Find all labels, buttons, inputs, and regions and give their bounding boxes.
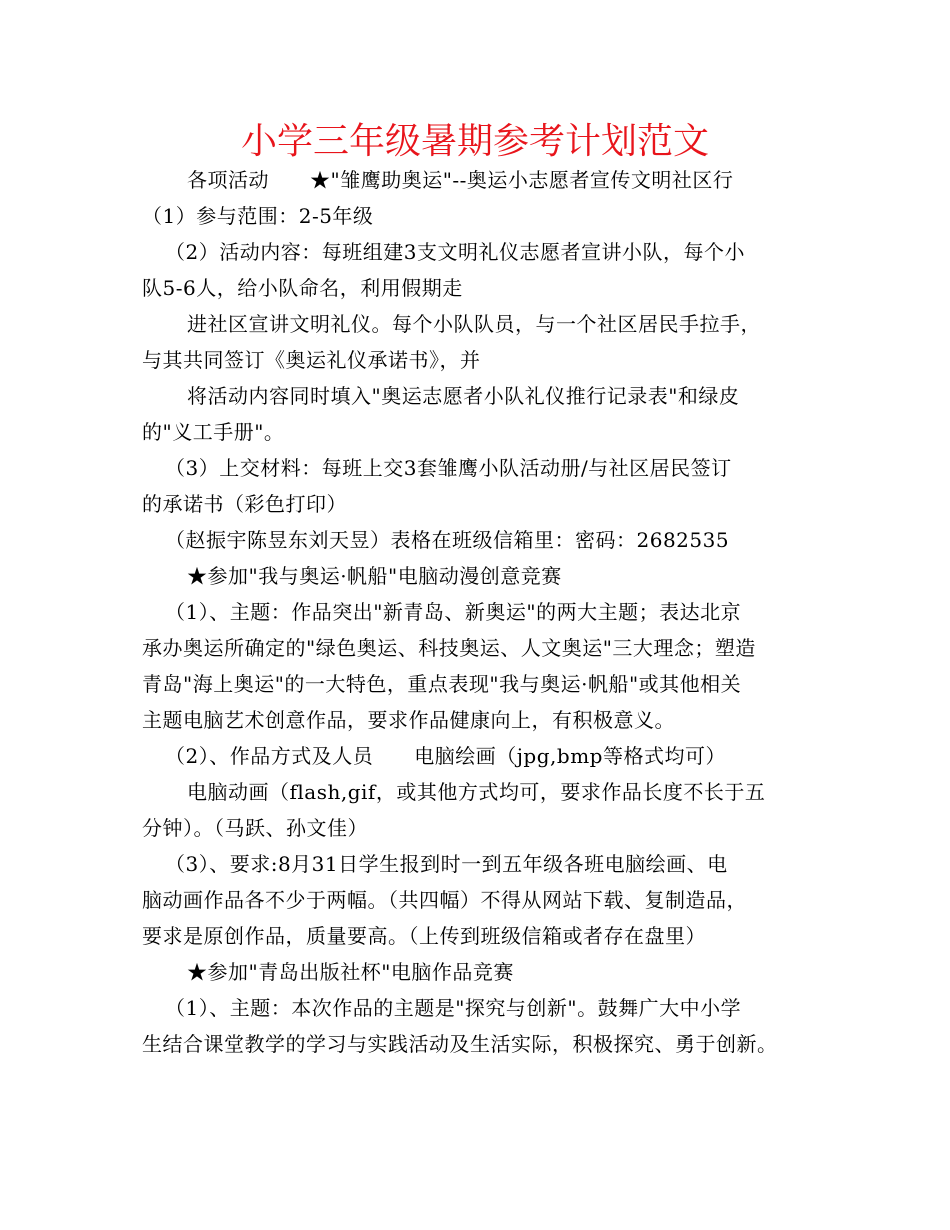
text-line-05: 进社区宣讲文明礼仪。每个小队队员，与一个社区居民手拉手， xyxy=(187,312,761,336)
text-line-18: 电脑动画（flash,gif，或其他方式均可，要求作品长度不长于五 xyxy=(187,780,766,804)
text-line-14: 承办奥运所确定的"绿色奥运、科技奥运、人文奥运"三大理念；塑造 xyxy=(142,636,756,660)
text-line-08: 的"义工手册"。 xyxy=(142,420,285,444)
text-line-19: 分钟）。（马跃、孙文佳） xyxy=(142,816,368,840)
text-line-06: 与其共同签订《奥运礼仪承诺书》，并 xyxy=(142,348,481,372)
document-title: 小学三年级暑期参考计划范文 xyxy=(240,121,709,162)
text-line-22: 要求是原创作品，质量要高。（上传到班级信箱或者存在盘里） xyxy=(142,924,706,948)
text-line-03: （2）活动内容：每班组建3支文明礼仪志愿者宣讲小队，每个小 xyxy=(165,240,745,264)
text-line-23: ★参加"青岛出版社杯"电脑作品竞赛 xyxy=(187,960,514,984)
text-line-02: （1）参与范围：2-5年级 xyxy=(142,204,374,228)
text-line-07: 将活动内容同时填入"奥运志愿者小队礼仪推行记录表"和绿皮 xyxy=(187,384,740,408)
text-line-25: 生结合课堂教学的学习与实践活动及生活实际，积极探究、勇于创新。 xyxy=(142,1032,778,1056)
text-line-16: 主题电脑艺术创意作品，要求作品健康向上，有积极意义。 xyxy=(142,708,675,732)
text-line-04: 队5-6人，给小队命名，利用假期走 xyxy=(142,276,463,300)
text-line-11: （赵振宇陈昱东刘天昱）表格在班级信箱里：密码：2682535 xyxy=(165,528,730,552)
text-line-13: （1）、主题：作品突出"新青岛、新奥运"的两大主题；表达北京 xyxy=(165,600,742,624)
text-line-10: 的承诺书（彩色打印） xyxy=(142,492,347,516)
text-line-24: （1）、主题：本次作品的主题是"探究与创新"。鼓舞广大中小学 xyxy=(165,996,742,1020)
text-line-15: 青岛"海上奥运"的一大特色，重点表现"我与奥运·帆船"或其他相关 xyxy=(142,672,742,696)
text-line-09: （3）上交材料：每班上交3套雏鹰小队活动册/与社区居民签订 xyxy=(165,456,732,480)
text-line-20: （3）、要求:8月31日学生报到时一到五年级各班电脑绘画、电 xyxy=(165,852,728,876)
text-line-21: 脑动画作品各不少于两幅。（共四幅）不得从网站下载、复制造品， xyxy=(142,888,747,912)
text-line-01: 各项活动 ★"雏鹰助奥运"--奥运小志愿者宣传文明社区行 xyxy=(187,168,734,192)
text-line-12: ★参加"我与奥运·帆船"电脑动漫创意竞赛 xyxy=(187,564,562,588)
text-line-17: （2）、作品方式及人员 电脑绘画（jpg,bmp等格式均可） xyxy=(165,744,726,768)
